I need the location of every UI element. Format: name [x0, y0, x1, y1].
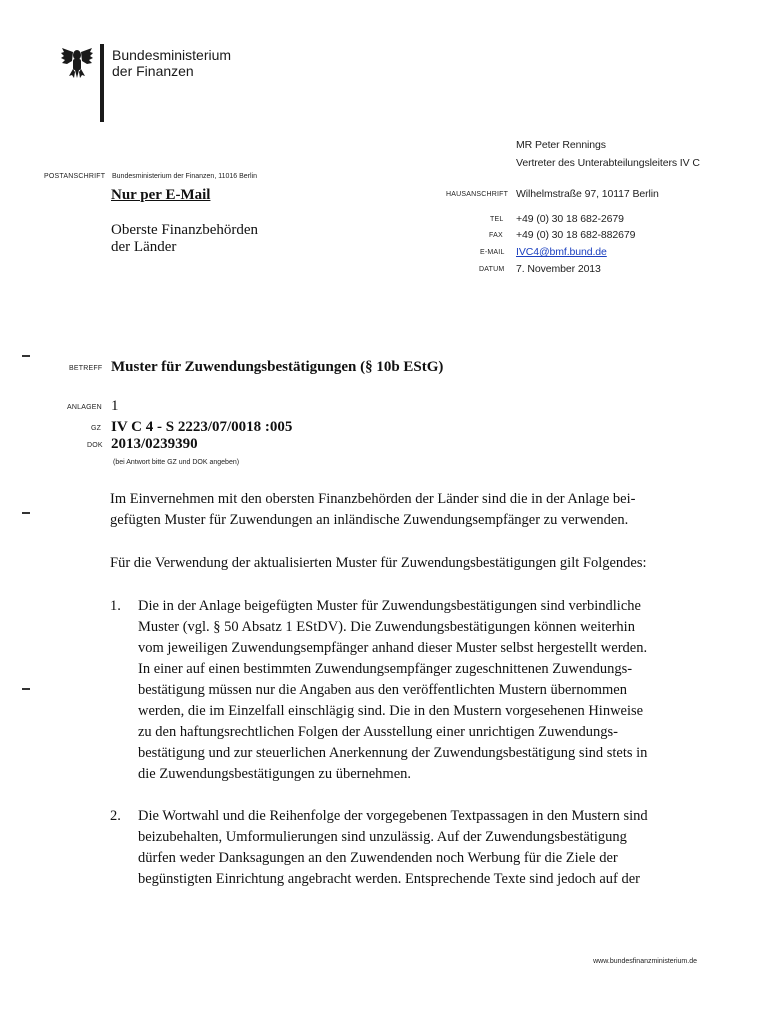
list-item-2-line-1: Die Wortwahl und die Reihenfolge der vorgegebenen Textpassagen in den Mustern sind — [138, 808, 648, 824]
fold-mark-hole — [22, 688, 30, 690]
betreff-label: BETREFF — [69, 365, 103, 372]
paragraph-2: Für die Verwendung der aktualisierten Muster für Zuwendungsbestätigungen gilt Folgendes: — [110, 555, 647, 571]
tel-label: TEL — [490, 216, 504, 223]
recipient-line2: der Länder — [111, 239, 177, 255]
ministry-name-line1: Bundesministerium — [112, 47, 232, 63]
footer-url: www.bundesfinanzministerium.de — [593, 958, 697, 965]
email-link-wrap — [516, 246, 607, 258]
ministry-name-line2: der Finanzen — [112, 63, 194, 79]
gz-value: IV C 4 - S 2223/07/0018 :005 — [111, 419, 293, 435]
datum-value: 7. November 2013 — [516, 263, 601, 275]
reference-note: (bei Antwort bitte GZ und DOK angeben) — [113, 459, 240, 466]
anlagen-label: ANLAGEN — [67, 404, 102, 411]
anlagen-value: 1 — [111, 398, 119, 414]
fold-mark-top — [22, 355, 30, 357]
fold-mark-middle — [22, 512, 30, 514]
betreff-value: Muster für Zuwendungsbestätigungen (§ 10b EStG) — [111, 359, 444, 375]
postanschrift-label: POSTANSCHRIFT — [44, 173, 106, 180]
dok-value: 2013/0239390 — [111, 436, 198, 452]
postanschrift-value: Bundesministerium der Finanzen, 11016 Berlin — [112, 173, 258, 180]
sender-role: Vertreter des Unterabteilungsleiters IV C — [516, 157, 700, 169]
list-item-2-line-2: beizubehalten, Umformulierungen sind unzulässig. Auf der Zuwendungsbestätigung — [138, 829, 627, 845]
list-item-1-number: 1. — [110, 598, 121, 614]
federal-eagle-icon — [60, 44, 94, 80]
list-item-2-line-4: begünstigten Einrichtung angebracht werden. Entsprechende Texte sind jedoch auf der — [138, 871, 641, 887]
hausanschrift-label: HAUSANSCHRIFT — [446, 191, 509, 198]
email-link[interactable]: IVC4@bmf.bund.de — [516, 246, 607, 258]
letterhead-bar — [100, 44, 104, 122]
delivery-note: Nur per E-Mail — [111, 187, 211, 203]
email-label: E-MAIL — [480, 249, 505, 256]
recipient-line1: Oberste Finanzbehörden — [111, 222, 259, 238]
datum-label: DATUM — [479, 266, 505, 273]
list-item-1-line-7: zu den haftungsrechtlichen Folgen der Ausstellung einer unrichtigen Zuwendungs- — [138, 724, 618, 740]
list-item-2-line-3: dürfen weder Danksagungen an den Zuwendenden noch Werbung für die Ziele der — [138, 850, 618, 866]
gz-label: GZ — [91, 425, 102, 432]
list-item-1-line-1: Die in der Anlage beigefügten Muster für Zuwendungsbestätigungen sind verbindliche — [138, 598, 641, 614]
list-item-1-line-9: die Zuwendungsbestätigungen zu übernehmen. — [138, 766, 412, 782]
dok-label: DOK — [87, 442, 103, 449]
list-item-1-line-3: vom jeweiligen Zuwendungsempfänger anhand dieser Muster selbst hergestellt werden. — [138, 640, 648, 656]
paragraph-1-line-2: gefügten Muster für Zuwendungen an inländische Zuwendungsempfänger zu verwenden. — [110, 512, 629, 528]
list-item-1-line-4: In einer auf einen bestimmten Zuwendungsempfänger zugeschnittenen Zuwendungs- — [138, 661, 633, 677]
list-item-1-line-8: bestätigung und zur steuerlichen Anerkennung der Zuwendungsbestätigung sind stets in — [138, 745, 648, 761]
tel-value: +49 (0) 30 18 682-2679 — [516, 213, 624, 225]
list-item-2-number: 2. — [110, 808, 121, 824]
list-item-1-line-6: werden, die im Einzelfall einschlägig sind. Die in den Mustern vorgesehenen Hinweise — [138, 703, 644, 719]
list-item-1-line-2: Muster (vgl. § 50 Absatz 1 EStDV). Die Zuwendungsbestätigungen können weiterhin — [138, 619, 635, 635]
list-item-1-line-5: bestätigung müssen nur die Angaben aus den veröffentlichten Mustern übernommen — [138, 682, 627, 698]
paragraph-1-line-1: Im Einvernehmen mit den obersten Finanzbehörden der Länder sind die in der Anlage bei- — [110, 491, 636, 507]
sender-name: MR Peter Rennings — [516, 139, 606, 151]
fax-value: +49 (0) 30 18 682-882679 — [516, 229, 636, 241]
fax-label: FAX — [489, 232, 503, 239]
hausanschrift-value: Wilhelmstraße 97, 10117 Berlin — [516, 188, 659, 200]
